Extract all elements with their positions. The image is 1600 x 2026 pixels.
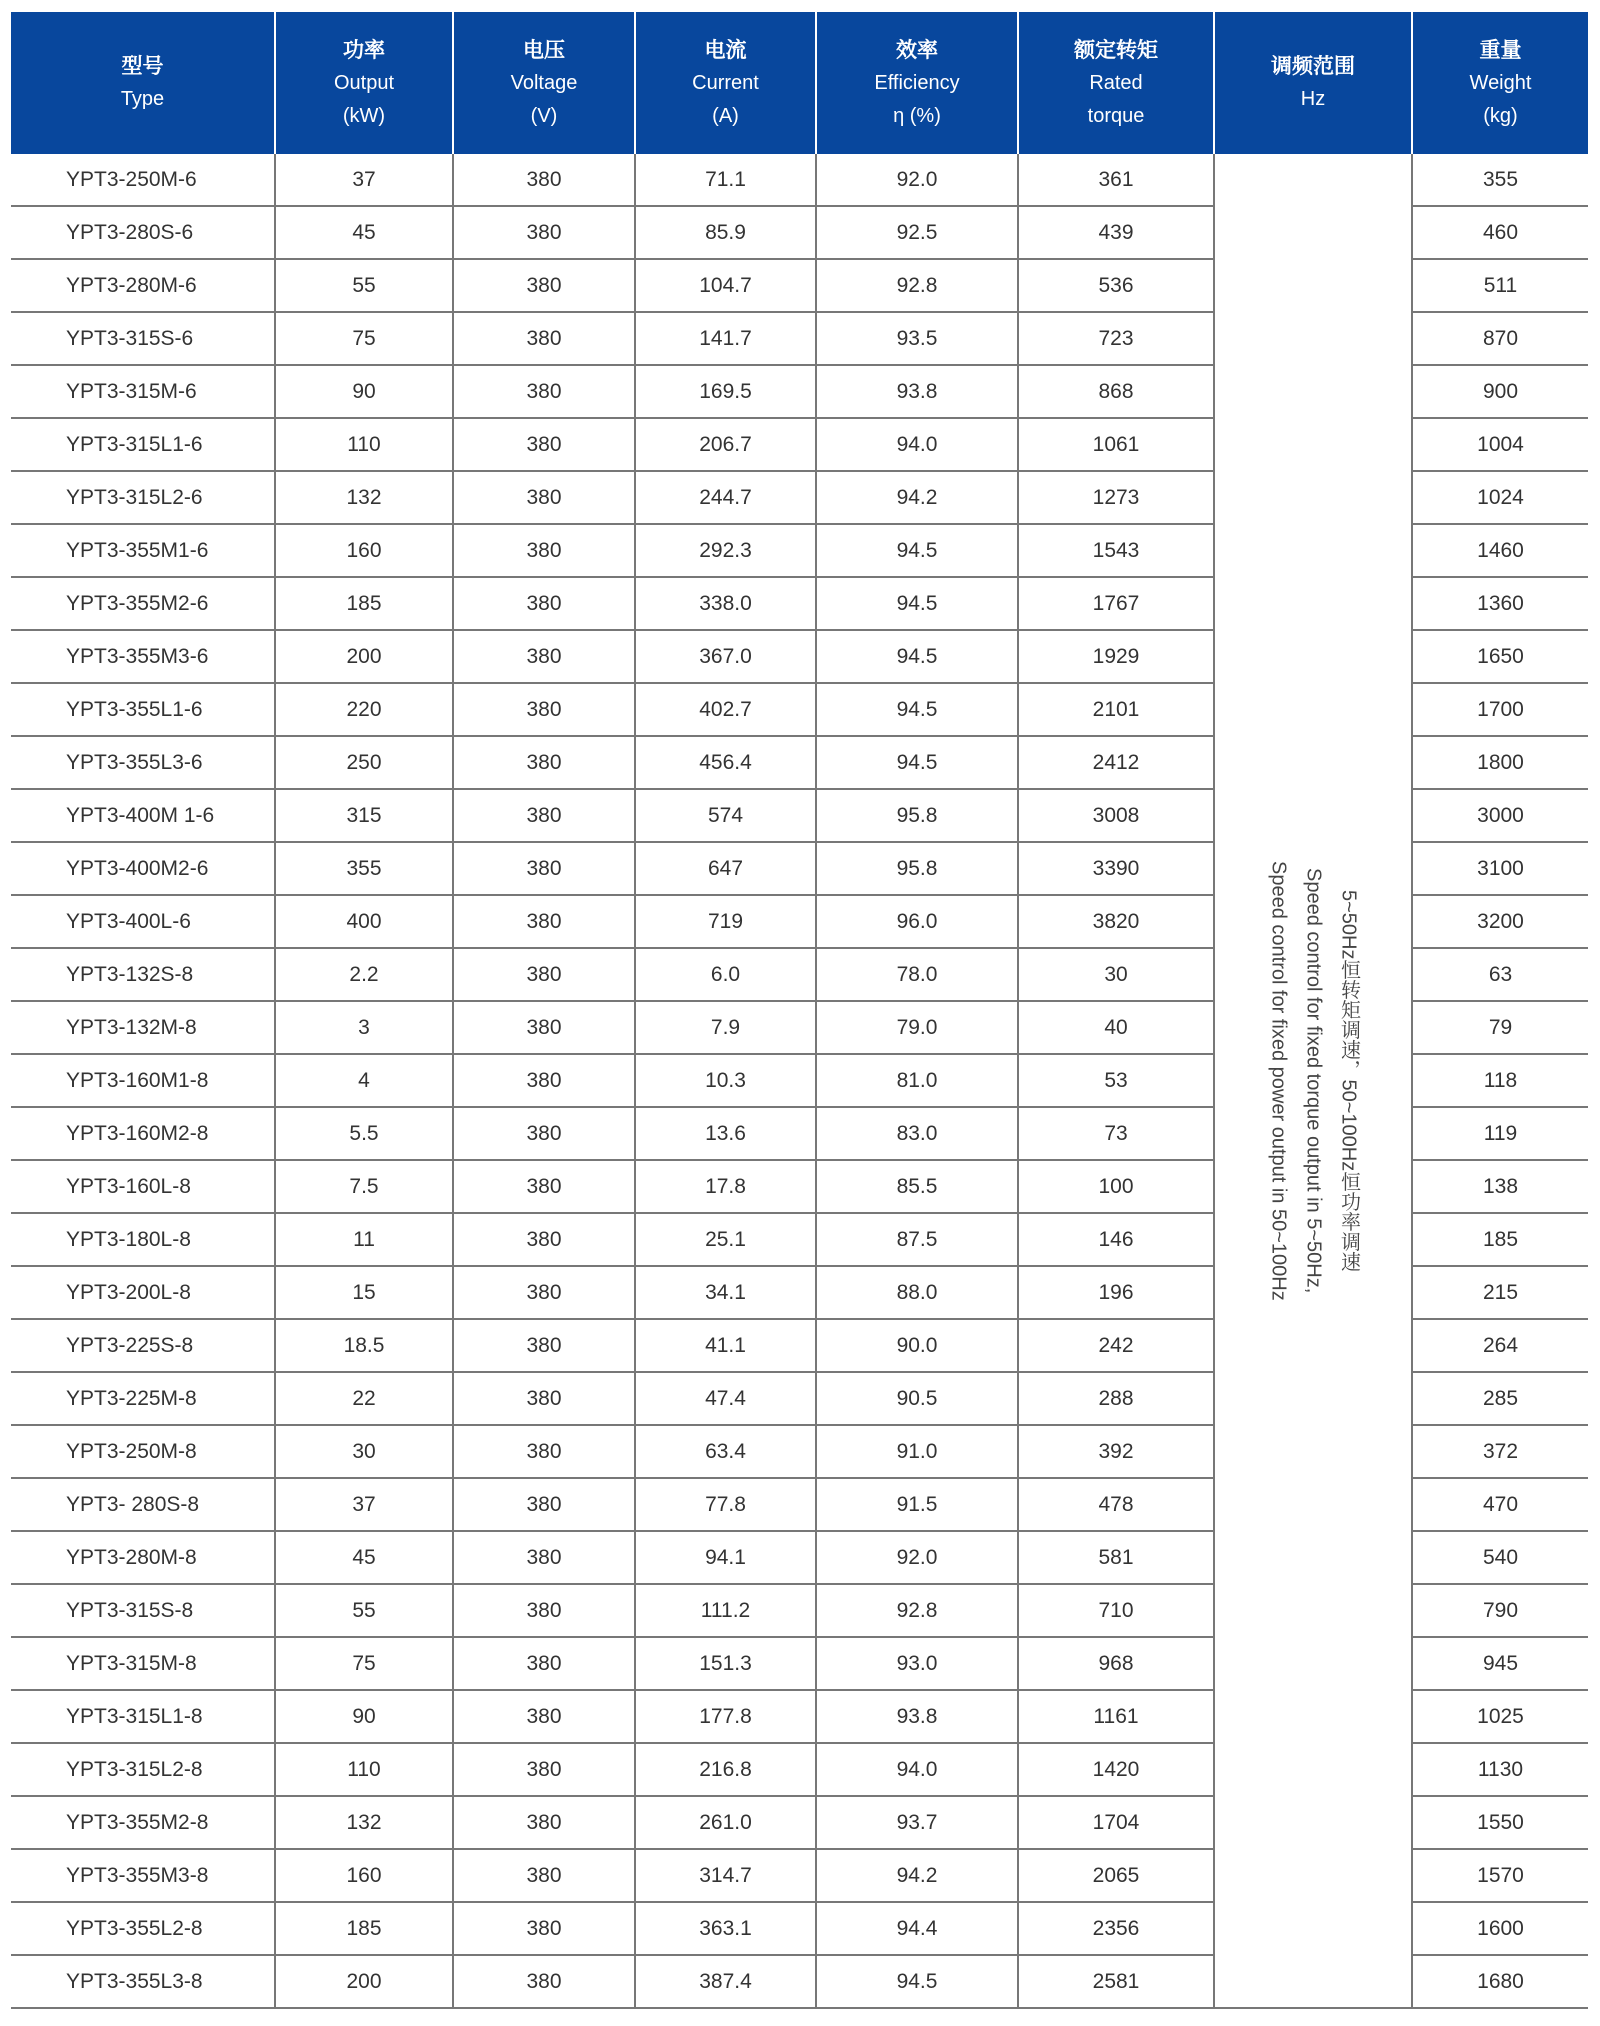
- cell-voltage: 380: [453, 948, 635, 1001]
- cell-torque: 710: [1018, 1584, 1214, 1637]
- cell-voltage: 380: [453, 1054, 635, 1107]
- cell-efficiency: 93.5: [816, 312, 1018, 365]
- cell-torque: 242: [1018, 1319, 1214, 1372]
- cell-type: YPT3-200L-8: [11, 1266, 275, 1319]
- cell-torque: 196: [1018, 1266, 1214, 1319]
- cell-current: 94.1: [635, 1531, 816, 1584]
- cell-voltage: 380: [453, 312, 635, 365]
- cell-output: 132: [275, 471, 453, 524]
- cell-torque: 1061: [1018, 418, 1214, 471]
- table-row: [11, 154, 1588, 206]
- cell-efficiency: 92.8: [816, 259, 1018, 312]
- cell-output: 37: [275, 154, 453, 206]
- cell-current: 363.1: [635, 1902, 816, 1955]
- header-weight: [1412, 12, 1588, 154]
- cell-type: YPT3-160L-8: [11, 1160, 275, 1213]
- cell-current: 367.0: [635, 630, 816, 683]
- cell-voltage: 380: [453, 895, 635, 948]
- header-efficiency-unit: η (%): [893, 104, 941, 127]
- cell-torque: 1273: [1018, 471, 1214, 524]
- header-torque-zh: 额定转矩: [1074, 38, 1158, 62]
- cell-voltage: 380: [453, 206, 635, 259]
- cell-output: 22: [275, 1372, 453, 1425]
- cell-current: 169.5: [635, 365, 816, 418]
- cell-type: YPT3-355L2-8: [11, 1902, 275, 1955]
- cell-current: 338.0: [635, 577, 816, 630]
- header-torque: [1018, 12, 1214, 154]
- cell-output: 110: [275, 418, 453, 471]
- cell-voltage: 380: [453, 1319, 635, 1372]
- cell-efficiency: 94.0: [816, 1743, 1018, 1796]
- header-current-zh: 电流: [704, 38, 747, 62]
- cell-type: YPT3-355L1-6: [11, 683, 275, 736]
- cell-torque: 581: [1018, 1531, 1214, 1584]
- cell-output: 220: [275, 683, 453, 736]
- cell-current: 292.3: [635, 524, 816, 577]
- cell-current: 244.7: [635, 471, 816, 524]
- cell-torque: 968: [1018, 1637, 1214, 1690]
- cell-output: 3: [275, 1001, 453, 1054]
- cell-voltage: 380: [453, 630, 635, 683]
- cell-torque: 40: [1018, 1001, 1214, 1054]
- cell-output: 400: [275, 895, 453, 948]
- motor-spec-table: [11, 12, 1588, 2009]
- cell-torque: 73: [1018, 1107, 1214, 1160]
- cell-type: YPT3-355M2-6: [11, 577, 275, 630]
- cell-current: 6.0: [635, 948, 816, 1001]
- cell-current: 77.8: [635, 1478, 816, 1531]
- cell-current: 387.4: [635, 1955, 816, 2008]
- cell-weight: 1650: [1412, 630, 1588, 683]
- cell-output: 55: [275, 259, 453, 312]
- cell-type: YPT3-132S-8: [11, 948, 275, 1001]
- cell-torque: 146: [1018, 1213, 1214, 1266]
- header-output-unit: (kW): [342, 104, 386, 127]
- cell-voltage: 380: [453, 1213, 635, 1266]
- cell-weight: 1550: [1412, 1796, 1588, 1849]
- cell-current: 71.1: [635, 154, 816, 206]
- cell-output: 11: [275, 1213, 453, 1266]
- cell-output: 200: [275, 630, 453, 683]
- cell-current: 719: [635, 895, 816, 948]
- cell-torque: 868: [1018, 365, 1214, 418]
- cell-current: 402.7: [635, 683, 816, 736]
- cell-efficiency: 92.5: [816, 206, 1018, 259]
- header-efficiency: [816, 12, 1018, 154]
- cell-efficiency: 91.5: [816, 1478, 1018, 1531]
- cell-weight: 285: [1412, 1372, 1588, 1425]
- cell-current: 456.4: [635, 736, 816, 789]
- cell-voltage: 380: [453, 1478, 635, 1531]
- cell-torque: 2065: [1018, 1849, 1214, 1902]
- cell-weight: 1600: [1412, 1902, 1588, 1955]
- cell-efficiency: 94.5: [816, 630, 1018, 683]
- header-weight-unit: (kg): [1483, 104, 1518, 127]
- cell-voltage: 380: [453, 577, 635, 630]
- cell-current: 151.3: [635, 1637, 816, 1690]
- freq-note-line-power: Speed control for fixed power output in 50~100Hz: [1267, 860, 1290, 1301]
- cell-torque: 2101: [1018, 683, 1214, 736]
- cell-current: 104.7: [635, 259, 816, 312]
- cell-weight: 1004: [1412, 418, 1588, 471]
- cell-type: YPT3-355L3-6: [11, 736, 275, 789]
- header-freq-zh: 调频范围: [1271, 55, 1355, 78]
- header-weight-en: Weight: [1469, 71, 1532, 94]
- cell-output: 185: [275, 1902, 453, 1955]
- cell-torque: 478: [1018, 1478, 1214, 1531]
- cell-efficiency: 88.0: [816, 1266, 1018, 1319]
- cell-type: YPT3-280M-6: [11, 259, 275, 312]
- cell-output: 315: [275, 789, 453, 842]
- cell-type: YPT3- 280S-8: [11, 1478, 275, 1531]
- header-freq-en: Hz: [1300, 88, 1326, 110]
- cell-weight: 1130: [1412, 1743, 1588, 1796]
- cell-type: YPT3-225M-8: [11, 1372, 275, 1425]
- cell-voltage: 380: [453, 1902, 635, 1955]
- cell-current: 47.4: [635, 1372, 816, 1425]
- cell-type: YPT3-160M1-8: [11, 1054, 275, 1107]
- cell-torque: 2356: [1018, 1902, 1214, 1955]
- cell-efficiency: 95.8: [816, 842, 1018, 895]
- cell-voltage: 380: [453, 1743, 635, 1796]
- cell-torque: 2412: [1018, 736, 1214, 789]
- cell-weight: 372: [1412, 1425, 1588, 1478]
- cell-torque: 361: [1018, 154, 1214, 206]
- header-output-zh: 功率: [343, 38, 385, 62]
- cell-output: 45: [275, 1531, 453, 1584]
- cell-efficiency: 93.8: [816, 365, 1018, 418]
- header-torque-unit: torque: [1087, 104, 1145, 127]
- header-type-zh: 型号: [121, 55, 164, 78]
- cell-output: 55: [275, 1584, 453, 1637]
- header-current: [635, 12, 816, 154]
- cell-output: 5.5: [275, 1107, 453, 1160]
- cell-weight: 540: [1412, 1531, 1588, 1584]
- cell-output: 75: [275, 312, 453, 365]
- header-torque-en: Rated: [1089, 71, 1143, 94]
- cell-torque: 1929: [1018, 630, 1214, 683]
- cell-type: YPT3-315L2-6: [11, 471, 275, 524]
- cell-type: YPT3-315M-6: [11, 365, 275, 418]
- header-output: [275, 12, 453, 154]
- cell-torque: 1420: [1018, 1743, 1214, 1796]
- cell-efficiency: 78.0: [816, 948, 1018, 1001]
- header-current-unit: (A): [712, 104, 739, 127]
- cell-weight: 945: [1412, 1637, 1588, 1690]
- cell-type: YPT3-250M-6: [11, 154, 275, 206]
- cell-weight: 870: [1412, 312, 1588, 365]
- cell-torque: 100: [1018, 1160, 1214, 1213]
- cell-voltage: 380: [453, 524, 635, 577]
- cell-voltage: 380: [453, 365, 635, 418]
- cell-voltage: 380: [453, 1266, 635, 1319]
- cell-voltage: 380: [453, 1531, 635, 1584]
- cell-torque: 3008: [1018, 789, 1214, 842]
- cell-output: 160: [275, 524, 453, 577]
- cell-current: 25.1: [635, 1213, 816, 1266]
- cell-efficiency: 96.0: [816, 895, 1018, 948]
- cell-efficiency: 92.0: [816, 154, 1018, 206]
- cell-type: YPT3-400M 1-6: [11, 789, 275, 842]
- cell-current: 216.8: [635, 1743, 816, 1796]
- cell-efficiency: 94.5: [816, 1955, 1018, 2008]
- cell-output: 30: [275, 1425, 453, 1478]
- cell-voltage: 380: [453, 1160, 635, 1213]
- cell-weight: 355: [1412, 154, 1588, 206]
- cell-torque: 2581: [1018, 1955, 1214, 2008]
- cell-voltage: 380: [453, 842, 635, 895]
- cell-weight: 63: [1412, 948, 1588, 1001]
- cell-current: 141.7: [635, 312, 816, 365]
- cell-weight: 1570: [1412, 1849, 1588, 1902]
- cell-type: YPT3-355M1-6: [11, 524, 275, 577]
- cell-weight: 1800: [1412, 736, 1588, 789]
- cell-weight: 900: [1412, 365, 1588, 418]
- cell-type: YPT3-225S-8: [11, 1319, 275, 1372]
- cell-torque: 439: [1018, 206, 1214, 259]
- cell-current: 13.6: [635, 1107, 816, 1160]
- cell-current: 314.7: [635, 1849, 816, 1902]
- header-current-en: Current: [692, 71, 759, 94]
- cell-efficiency: 92.8: [816, 1584, 1018, 1637]
- cell-voltage: 380: [453, 259, 635, 312]
- cell-output: 250: [275, 736, 453, 789]
- cell-output: 90: [275, 365, 453, 418]
- cell-voltage: 380: [453, 683, 635, 736]
- cell-efficiency: 94.5: [816, 524, 1018, 577]
- cell-output: 355: [275, 842, 453, 895]
- cell-type: YPT3-132M-8: [11, 1001, 275, 1054]
- cell-current: 261.0: [635, 1796, 816, 1849]
- cell-type: YPT3-400L-6: [11, 895, 275, 948]
- header-type-en: Type: [120, 88, 165, 110]
- cell-current: 34.1: [635, 1266, 816, 1319]
- cell-torque: 723: [1018, 312, 1214, 365]
- cell-weight: 1024: [1412, 471, 1588, 524]
- header-type: [11, 12, 275, 154]
- cell-current: 206.7: [635, 418, 816, 471]
- cell-weight: 1700: [1412, 683, 1588, 736]
- cell-efficiency: 90.5: [816, 1372, 1018, 1425]
- cell-efficiency: 81.0: [816, 1054, 1018, 1107]
- cell-output: 45: [275, 206, 453, 259]
- cell-efficiency: 94.5: [816, 683, 1018, 736]
- cell-voltage: 380: [453, 1955, 635, 2008]
- cell-type: YPT3-280S-6: [11, 206, 275, 259]
- header-weight-zh: 重量: [1479, 38, 1522, 62]
- cell-torque: 30: [1018, 948, 1214, 1001]
- cell-type: YPT3-180L-8: [11, 1213, 275, 1266]
- freq-note-line-torque: Speed control for fixed torque output in 5~50Hz,: [1302, 867, 1325, 1294]
- freq-note-line-zh: 5~50Hz恒转矩调速，50~100Hz恒功率调速: [1337, 889, 1360, 1272]
- header-voltage-unit: (V): [530, 104, 558, 127]
- header-voltage: [453, 12, 635, 154]
- header-output-en: Output: [333, 71, 395, 94]
- cell-torque: 3390: [1018, 842, 1214, 895]
- cell-current: 17.8: [635, 1160, 816, 1213]
- cell-efficiency: 94.2: [816, 471, 1018, 524]
- cell-current: 111.2: [635, 1584, 816, 1637]
- cell-output: 37: [275, 1478, 453, 1531]
- cell-type: YPT3-315L2-8: [11, 1743, 275, 1796]
- cell-output: 18.5: [275, 1319, 453, 1372]
- cell-torque: 288: [1018, 1372, 1214, 1425]
- cell-voltage: 380: [453, 1849, 635, 1902]
- cell-output: 7.5: [275, 1160, 453, 1213]
- cell-weight: 118: [1412, 1054, 1588, 1107]
- cell-weight: 1360: [1412, 577, 1588, 630]
- cell-weight: 264: [1412, 1319, 1588, 1372]
- cell-voltage: 380: [453, 418, 635, 471]
- cell-torque: 53: [1018, 1054, 1214, 1107]
- cell-torque: 392: [1018, 1425, 1214, 1478]
- cell-efficiency: 85.5: [816, 1160, 1018, 1213]
- cell-efficiency: 90.0: [816, 1319, 1018, 1372]
- cell-efficiency: 92.0: [816, 1531, 1018, 1584]
- cell-efficiency: 94.5: [816, 736, 1018, 789]
- cell-weight: 215: [1412, 1266, 1588, 1319]
- cell-weight: 185: [1412, 1213, 1588, 1266]
- cell-torque: 3820: [1018, 895, 1214, 948]
- table-header: [11, 12, 1588, 154]
- cell-current: 647: [635, 842, 816, 895]
- cell-output: 185: [275, 577, 453, 630]
- cell-weight: 1680: [1412, 1955, 1588, 2008]
- cell-efficiency: 94.4: [816, 1902, 1018, 1955]
- cell-current: 7.9: [635, 1001, 816, 1054]
- cell-type: YPT3-355M3-6: [11, 630, 275, 683]
- cell-voltage: 380: [453, 1107, 635, 1160]
- cell-voltage: 380: [453, 1425, 635, 1478]
- cell-current: 41.1: [635, 1319, 816, 1372]
- cell-efficiency: 79.0: [816, 1001, 1018, 1054]
- cell-voltage: 380: [453, 154, 635, 206]
- cell-type: YPT3-355M2-8: [11, 1796, 275, 1849]
- cell-output: 15: [275, 1266, 453, 1319]
- cell-voltage: 380: [453, 471, 635, 524]
- cell-voltage: 380: [453, 736, 635, 789]
- header-efficiency-en: Efficiency: [874, 71, 960, 94]
- cell-voltage: 380: [453, 1690, 635, 1743]
- cell-weight: 3200: [1412, 895, 1588, 948]
- cell-type: YPT3-400M2-6: [11, 842, 275, 895]
- cell-efficiency: 94.5: [816, 577, 1018, 630]
- cell-voltage: 380: [453, 1796, 635, 1849]
- cell-type: YPT3-315S-6: [11, 312, 275, 365]
- cell-weight: 511: [1412, 259, 1588, 312]
- cell-current: 177.8: [635, 1690, 816, 1743]
- cell-type: YPT3-315S-8: [11, 1584, 275, 1637]
- cell-type: YPT3-280M-8: [11, 1531, 275, 1584]
- cell-output: 4: [275, 1054, 453, 1107]
- cell-current: 574: [635, 789, 816, 842]
- cell-voltage: 380: [453, 1001, 635, 1054]
- cell-voltage: 380: [453, 1637, 635, 1690]
- cell-type: YPT3-250M-8: [11, 1425, 275, 1478]
- header-voltage-en: Voltage: [510, 71, 578, 94]
- freq-range-note-cell: [1214, 154, 1412, 2008]
- cell-efficiency: 93.7: [816, 1796, 1018, 1849]
- cell-torque: 1767: [1018, 577, 1214, 630]
- cell-voltage: 380: [453, 1584, 635, 1637]
- cell-torque: 1704: [1018, 1796, 1214, 1849]
- cell-weight: 119: [1412, 1107, 1588, 1160]
- cell-weight: 3000: [1412, 789, 1588, 842]
- cell-weight: 460: [1412, 206, 1588, 259]
- cell-weight: 790: [1412, 1584, 1588, 1637]
- cell-weight: 1460: [1412, 524, 1588, 577]
- cell-output: 200: [275, 1955, 453, 2008]
- header-freq-range: [1214, 12, 1412, 154]
- cell-weight: 138: [1412, 1160, 1588, 1213]
- freq-range-note: [1261, 796, 1366, 1366]
- cell-torque: 1161: [1018, 1690, 1214, 1743]
- header-efficiency-zh: 效率: [896, 38, 938, 62]
- cell-output: 110: [275, 1743, 453, 1796]
- cell-efficiency: 87.5: [816, 1213, 1018, 1266]
- cell-output: 2.2: [275, 948, 453, 1001]
- cell-type: YPT3-355L3-8: [11, 1955, 275, 2008]
- cell-type: YPT3-315M-8: [11, 1637, 275, 1690]
- cell-voltage: 380: [453, 789, 635, 842]
- cell-current: 63.4: [635, 1425, 816, 1478]
- cell-efficiency: 94.2: [816, 1849, 1018, 1902]
- cell-current: 85.9: [635, 206, 816, 259]
- cell-output: 132: [275, 1796, 453, 1849]
- cell-current: 10.3: [635, 1054, 816, 1107]
- cell-output: 160: [275, 1849, 453, 1902]
- header-voltage-zh: 电压: [523, 38, 565, 62]
- cell-weight: 79: [1412, 1001, 1588, 1054]
- cell-efficiency: 83.0: [816, 1107, 1018, 1160]
- header-row: [11, 12, 1588, 154]
- cell-type: YPT3-315L1-6: [11, 418, 275, 471]
- cell-type: YPT3-315L1-8: [11, 1690, 275, 1743]
- cell-efficiency: 95.8: [816, 789, 1018, 842]
- cell-output: 90: [275, 1690, 453, 1743]
- cell-output: 75: [275, 1637, 453, 1690]
- cell-efficiency: 94.0: [816, 418, 1018, 471]
- cell-type: YPT3-160M2-8: [11, 1107, 275, 1160]
- cell-weight: 1025: [1412, 1690, 1588, 1743]
- cell-efficiency: 91.0: [816, 1425, 1018, 1478]
- cell-efficiency: 93.0: [816, 1637, 1018, 1690]
- cell-torque: 1543: [1018, 524, 1214, 577]
- cell-voltage: 380: [453, 1372, 635, 1425]
- cell-weight: 470: [1412, 1478, 1588, 1531]
- table-body: [11, 154, 1588, 2008]
- cell-efficiency: 93.8: [816, 1690, 1018, 1743]
- cell-type: YPT3-355M3-8: [11, 1849, 275, 1902]
- cell-torque: 536: [1018, 259, 1214, 312]
- cell-weight: 3100: [1412, 842, 1588, 895]
